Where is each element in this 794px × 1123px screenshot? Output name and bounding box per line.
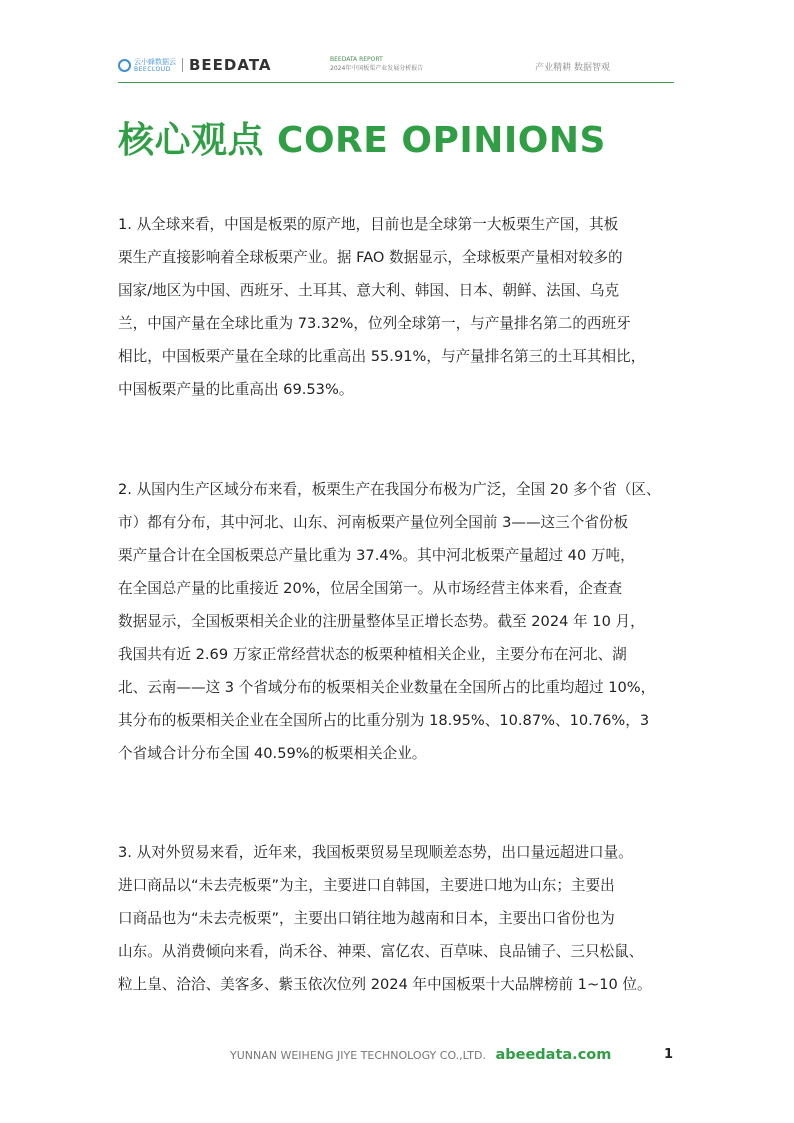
logo-cn: 云小蜂数据云 [134,57,176,66]
footer-url[interactable]: abeedata.com [495,1047,612,1063]
text-line: 1. 从全球来看，中国是板栗的原产地，目前也是全球第一大板栗生产国，其板 [118,216,619,233]
report-info [330,55,423,73]
text-line: 我国共有近 2.69 万家正常经营状态的板栗种植相关企业，主要分布在河北、湖 [118,646,627,663]
page-footer [230,1047,611,1063]
core-opinion-1 [118,208,678,406]
beecloud-logo-text [134,58,176,73]
text-line: 国家/地区为中国、西班牙、土耳其、意大利、韩国、日本、朝鲜、法国、乌克 [118,282,620,299]
text-line: 2. 从国内生产区域分布来看，板栗生产在我国分布极为广泛，全国 20 多个省（区、 [118,481,661,498]
text-line: 市）都有分布，其中河北、山东、河南板栗产量位列全国前 3——这三个省份板 [118,514,629,531]
text-line: 兰，中国产量在全球比重为 73.32%，位列全球第一，与产量排名第二的西班牙 [118,315,631,332]
report-label: BEEDATA REPORT [330,56,383,63]
text-line: 栗产量合计在全国板栗总产量比重为 37.4%。其中河北板栗产量超过 40 万吨， [118,547,635,564]
header-slogan: 产业精耕 数据智观 [535,63,610,73]
logo-en: BEECLOUD [134,65,171,73]
text-line: 山东。从消费倾向来看，尚禾谷、神栗、富亿农、百草味、良品铺子、三只松鼠、 [118,943,644,960]
text-line: 进口商品以“未去壳板栗”为主，主要进口自韩国，主要进口地为山东；主要出 [118,877,615,894]
beedata-brand: BEEDATA [189,56,272,74]
report-title: 2024年中国板栗产业发展分析报告 [330,65,424,72]
page-number: 1 [664,1047,674,1062]
text-line: 栗生产直接影响着全球板栗产业。据 FAO 数据显示，全球板栗产量相对较多的 [118,249,623,266]
footer-company: YUNNAN WEIHENG JIYE TECHNOLOGY CO.,LTD. [230,1049,486,1062]
text-line: 个省域合计分布全国 40.59%的板栗相关企业。 [118,745,427,762]
text-line: 数据显示，全国板栗相关企业的注册量整体呈正增长态势。截至 2024 年 10 月， [118,613,645,630]
brand-logo [118,56,272,74]
text-line: 粒上皇、洽洽、美客多、紫玉依次位列 2024 年中国板栗十大品牌榜前 1~10 位。 [118,976,652,993]
page-header [118,52,674,83]
text-line: 相比，中国板栗产量在全球的比重高出 55.91%，与产量排名第三的土耳其相比， [118,348,646,365]
beecloud-logo-icon [118,59,131,72]
text-line: 北、云南——这 3 个省域分布的板栗相关企业数量在全国所占的比重均超过 10%， [118,679,656,696]
text-line: 在全国总产量的比重接近 20%，位居全国第一。从市场经营主体来看，企查查 [118,580,623,597]
text-line: 3. 从对外贸易来看，近年来，我国板栗贸易呈现顺差态势，出口量远超进口量。 [118,844,633,861]
core-opinion-2 [118,473,678,770]
text-line: 其分布的板栗相关企业在全国所占的比重分别为 18.95%、10.87%、10.76%，3 [118,712,650,729]
logo-divider [182,58,183,72]
core-opinion-3 [118,836,678,1001]
text-line: 口商品也为“未去壳板栗”，主要出口销往地为越南和日本，主要出口省份也为 [118,910,615,927]
text-line: 中国板栗产量的比重高出 69.53%。 [118,381,354,398]
page-title: 核心观点 CORE OPINIONS [118,120,606,161]
